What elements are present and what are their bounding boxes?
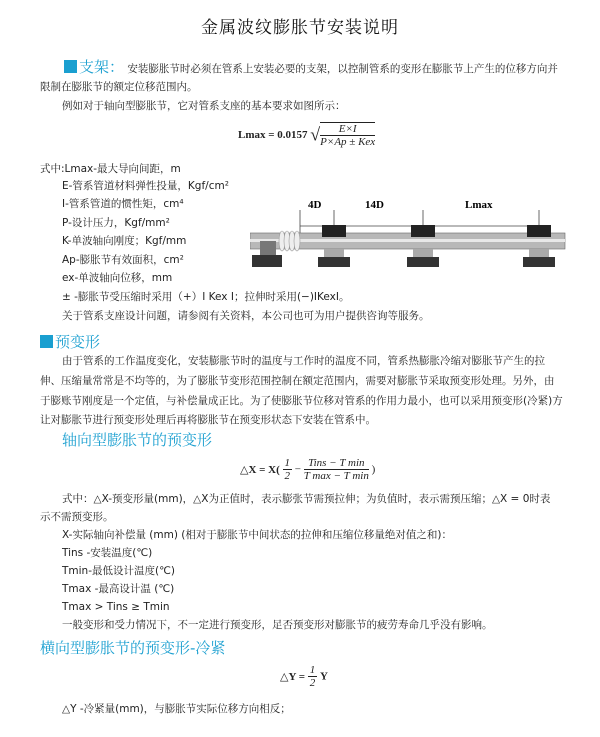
axial-predeform-heading: 轴向型膨胀节的预变形 xyxy=(62,431,213,449)
definition-line: E-管系管道材料弹性投量，Kgf/cm² xyxy=(62,180,229,192)
support-paragraph-line: 安装膨胀节时必须在管系上安装必要的支架，以控制管系的变形在膨胀节上产生的位移方向并 xyxy=(127,63,558,75)
definition-line: X-实际轴向补偿量 (mm) (相对于膨胀节中间状态的拉伸和压缩位移量绝对值之和)： xyxy=(62,529,452,541)
paragraph-line: 示不需预变形。 xyxy=(40,511,114,523)
support-paragraph-line: 例如对于轴向型膨胀节，它对管系支座的基本要求如图所示： xyxy=(62,100,346,112)
diagram-label-lmax: Lmax xyxy=(465,199,493,211)
definition-line: ex-单波轴向位移，mm xyxy=(62,272,173,284)
paragraph-line: 由于管系的工作温度变化，安装膨胀节时的温度与工作时的温度不同，管系热膨胀冷缩对膨胀节产生的拉 xyxy=(62,355,545,367)
definition-line: 式中:Lmax-最大导向间距，m xyxy=(40,163,181,175)
support-heading-line xyxy=(64,58,558,78)
paragraph-line: 伸、压缩量常常是不均等的，为了膨胀节变形范围控制在额定范围内，需要对膨胀节采取预变形处理。另外，由 xyxy=(40,375,555,387)
paragraph-line: 于膨账节刚度是一个定值，与补偿量成正比。为了使膨胀节位移对管系的作用力最小，也可以采用预变形(冷紧)方 xyxy=(40,395,563,407)
delta-y-formula: △Y = $\frac{1}{2}$ Y xyxy=(280,664,328,689)
lateral-predeform-heading: 横向型膨胀节的预变形-冷紧 xyxy=(40,639,226,657)
pipe-support-diagram xyxy=(250,195,570,285)
definition-line: △Y -冷紧量(mm)，与膨胀节实际位移方向相反； xyxy=(62,703,291,715)
definition-line: 关于管系支座设计问题，请参阅有关资料，本公司也可为用户提供咨询等服务。 xyxy=(62,310,430,322)
paragraph-line: 一般变形和受力情况下，不一定进行预变形，足否预变形对膨胀节的疲劳寿命几乎没有影响。 xyxy=(62,619,493,631)
diagram-label-14d: 14D xyxy=(365,199,384,211)
section-heading-predeform: 预变形 xyxy=(55,333,101,351)
paragraph-line: 式中：△X-预变形量(mm)，△X为正值时，表示膨张节需预拉伸；为负值时，表示需预压缩；△X = 0时表 xyxy=(62,493,551,505)
bellows-icon xyxy=(279,231,300,251)
definition-line: Ap-膨胀节有效面积，cm² xyxy=(62,254,184,266)
definition-line: Tins -安装温度(℃) xyxy=(62,547,153,559)
delta-x-formula: △X = X( $\frac{1}{2}$ − $\frac{\text{Tins − T min}}{\text{T max − T min}}$ ) xyxy=(240,457,376,482)
page-title: 金属波纹膨胀节安装说明 xyxy=(201,18,399,38)
definition-line: K-单波轴向刚度；Kgf/mm xyxy=(62,235,187,247)
definition-line: Tmin-最低设计温度(℃) xyxy=(62,565,175,577)
definition-line: Tmax -最高设计温 (℃) xyxy=(62,583,175,595)
diagram-label-4d: 4D xyxy=(308,199,322,211)
definition-line: I-管系管道的惯性矩，cm⁴ xyxy=(62,198,184,210)
square-bullet-icon xyxy=(64,60,77,73)
definition-line: P-设计压力，Kgf/mm² xyxy=(62,217,170,229)
lmax-formula: Lmax = 0.0157 √ $\frac{E\times I}{\text{P×Ap ± Kex}}$ xyxy=(238,123,376,148)
predeform-heading xyxy=(40,333,100,353)
paragraph-line: 让对膨胀节进行预变形处理后再将膨胀节在预变形状态下安装在管系中。 xyxy=(40,414,376,426)
definition-line: Tmax > Tins ≥ Tmin xyxy=(62,601,170,613)
support-paragraph-line: 限制在膨胀节的额定位移范围内。 xyxy=(40,81,198,93)
square-bullet-icon xyxy=(40,335,53,348)
definition-line: ± -膨胀节受压缩时采用（+）I Kex I；拉伸时采用(−)IKexI。 xyxy=(62,291,350,303)
section-heading-support: 支架： xyxy=(79,58,125,76)
